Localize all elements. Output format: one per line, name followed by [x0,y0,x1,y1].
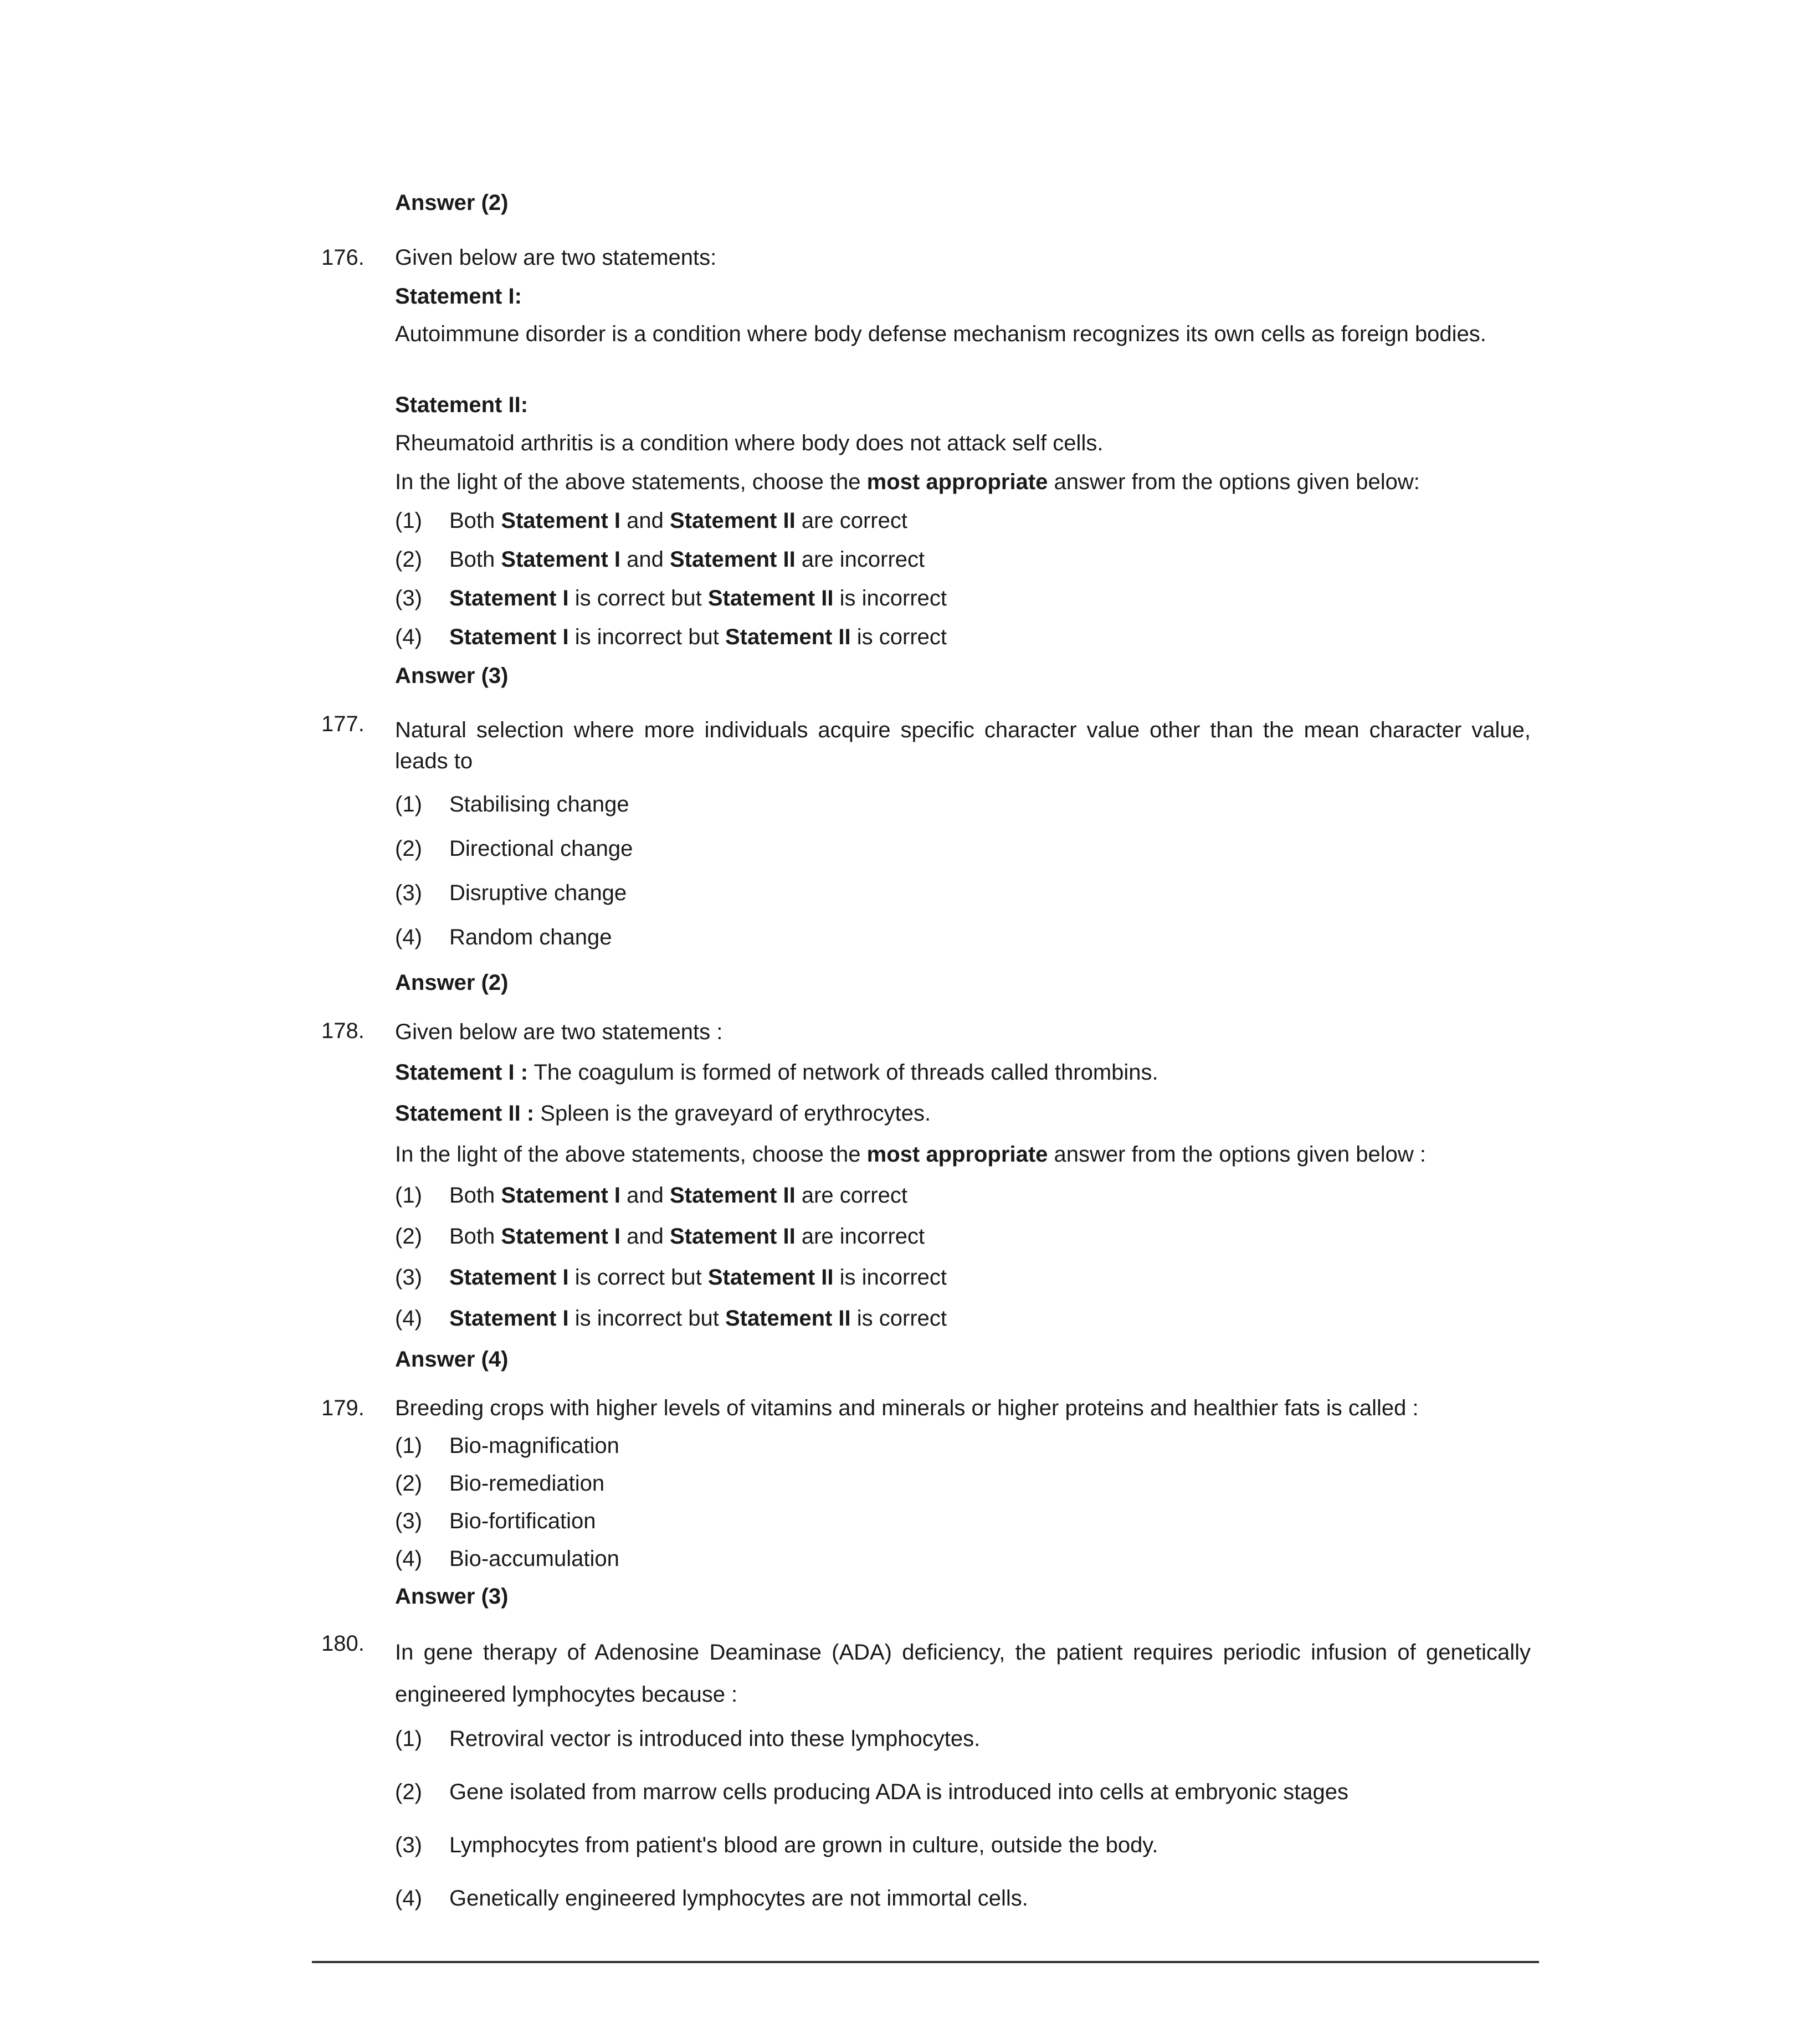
option-1: (1) Bio-magnification [395,1434,619,1458]
answer-label: Answer (2) [395,970,509,995]
option-3: (3) Bio-fortification [395,1509,596,1533]
option-3: (3) Lymphocytes from patient's blood are grown in culture, outside the body. [395,1833,1158,1857]
option-2: (2) Bio-remediation [395,1471,605,1496]
question-number: 176. [321,245,365,270]
statement-2-heading: Statement II: [395,393,529,417]
option-2: (2) Directional change [395,836,633,861]
question-text: Natural selection where more individuals acquire specific character value other than the mean character value, leads to [395,718,1531,773]
statement-2: Statement II : Spleen is the graveyard of erythrocytes. [395,1101,931,1126]
option-2: (2) Both Statement I and Statement II are incorrect [395,547,925,572]
option-4: (4) Bio-accumulation [395,1547,619,1571]
option-1: (1) Both Statement I and Statement II are correct [395,509,907,533]
question-number: 178. [321,1019,365,1043]
question-prompt: In the light of the above statements, choose the most appropriate answer from the options given below: [395,470,1420,494]
option-1: (1) Both Statement I and Statement II are correct [395,1183,907,1208]
question-number: 180. [321,1631,365,1656]
answer-label: Answer (3) [395,664,509,688]
option-4: (4) Random change [395,925,612,949]
option-2: (2) Gene isolated from marrow cells producing ADA is introduced into cells at embryonic stages [395,1780,1348,1804]
option-4: (4) Statement I is incorrect but Statement II is correct [395,625,947,649]
footer-divider [312,1961,1539,1963]
option-3: (3) Statement I is correct but Statement II is incorrect [395,1265,947,1290]
option-1: (1) Stabilising change [395,792,629,816]
question-number: 179. [321,1396,365,1420]
statement-2-text: Rheumatoid arthritis is a condition where body does not attack self cells. [395,431,1104,455]
statement-1-text: Autoimmune disorder is a condition where body defense mechanism recognizes its own cells as foreign bodies. [395,322,1486,346]
statement-1: Statement I : The coagulum is formed of network of threads called thrombins. [395,1060,1158,1085]
option-3: (3) Statement I is correct but Statement II is incorrect [395,586,947,610]
question-text: Breeding crops with higher levels of vitamins and minerals or higher proteins and healthier fats is called : [395,1396,1419,1420]
option-4: (4) Genetically engineered lymphocytes are not immortal cells. [395,1886,1028,1911]
question-prompt: In the light of the above statements, choose the most appropriate answer from the options given below : [395,1142,1426,1167]
answer-label: Answer (2) [395,191,509,215]
question-intro: Given below are two statements: [395,245,717,270]
option-4: (4) Statement I is incorrect but Statement II is correct [395,1306,947,1331]
question-intro: Given below are two statements : [395,1020,723,1044]
option-3: (3) Disruptive change [395,881,627,905]
statement-1-heading: Statement I: [395,284,522,309]
option-1: (1) Retroviral vector is introduced into these lymphocytes. [395,1727,981,1751]
option-2: (2) Both Statement I and Statement II are incorrect [395,1224,925,1249]
question-text: In gene therapy of Adenosine Deaminase (ADA) deficiency, the patient requires periodic infusion of genetically engineered lymphocytes because : [395,1640,1531,1707]
answer-label: Answer (3) [395,1584,509,1609]
answer-label: Answer (4) [395,1347,509,1372]
question-number: 177. [321,712,365,736]
